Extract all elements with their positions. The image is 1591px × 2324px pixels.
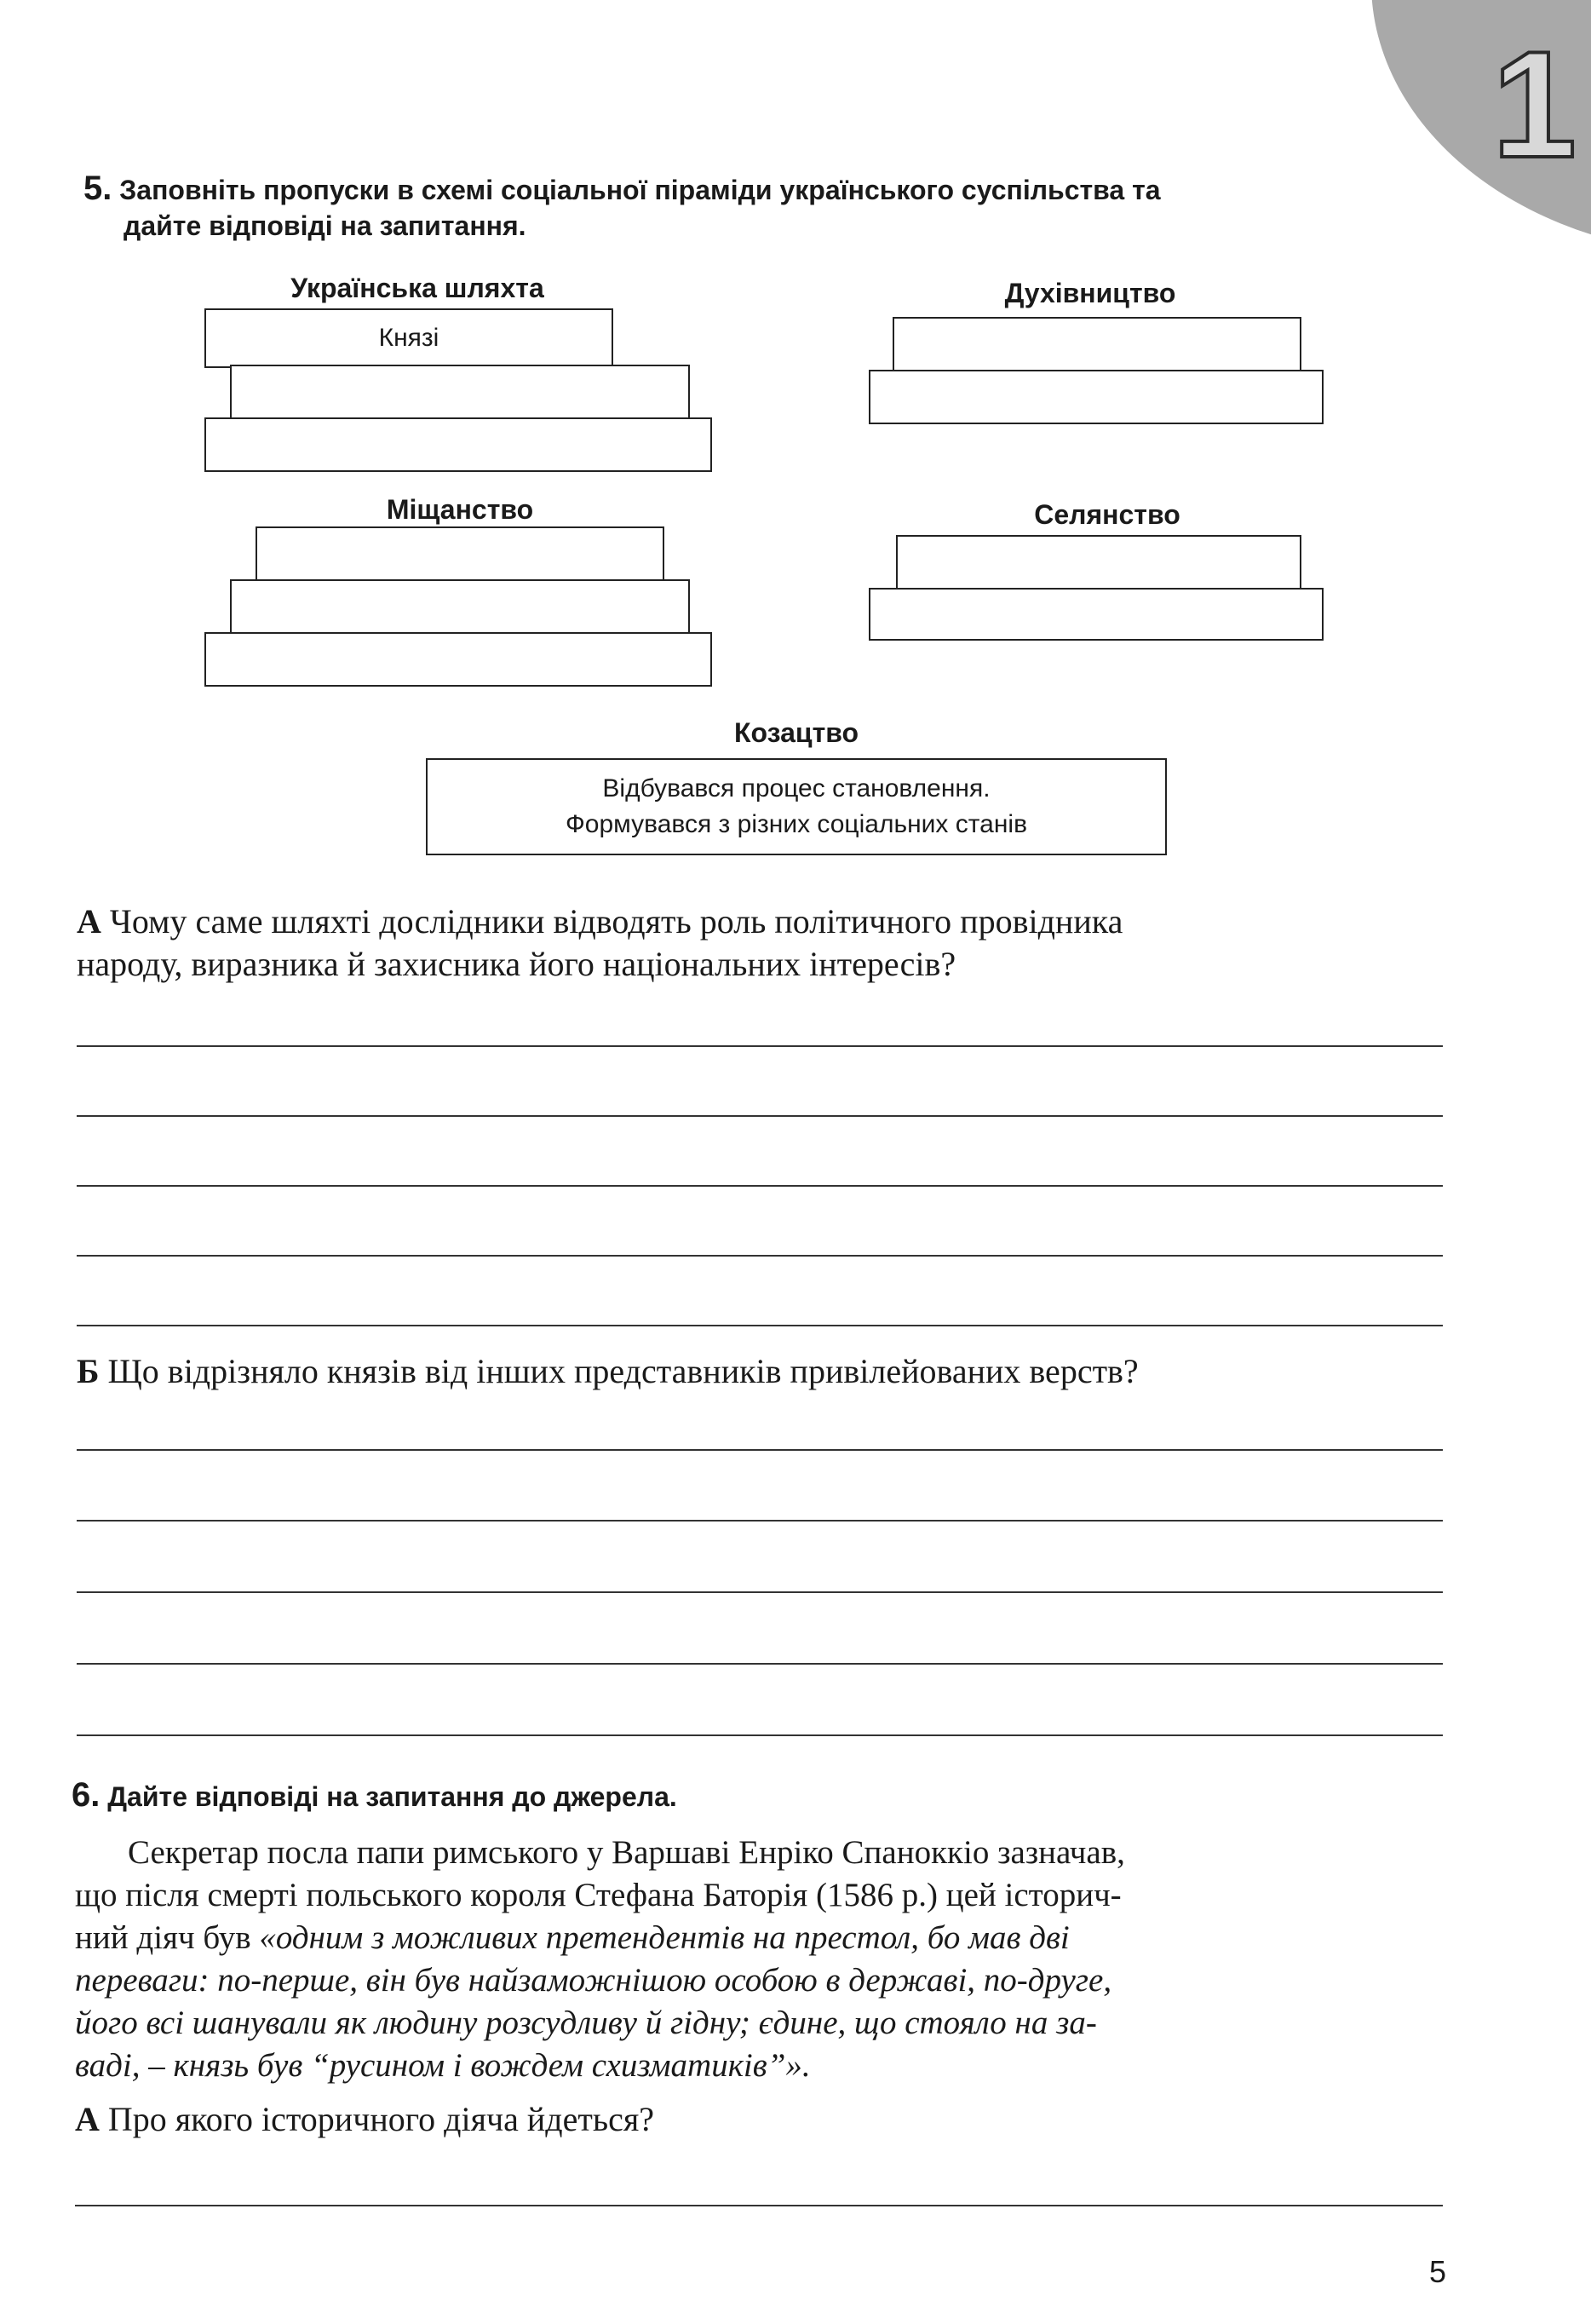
task6-question-a-letter: А bbox=[75, 2100, 100, 2138]
cossacks-line1: Відбувався процес становлення. bbox=[602, 774, 991, 802]
pyramid-shlyakhta-top bbox=[204, 308, 613, 368]
answer-line[interactable] bbox=[77, 1325, 1443, 1326]
pyramid-shlyakhta-bottom bbox=[204, 417, 712, 472]
source-line3 bbox=[75, 1917, 1439, 1959]
answer-line[interactable] bbox=[77, 1255, 1443, 1257]
source-line3-quote: «одним з можливих претендентів на престол, бо мав дві bbox=[259, 1919, 1070, 1956]
task6-heading bbox=[72, 1777, 1434, 1815]
pyramid-townsfolk-middle bbox=[230, 579, 690, 634]
answer-line[interactable] bbox=[77, 1449, 1443, 1451]
pyramid-shlyakhta-middle bbox=[230, 365, 690, 419]
task5-instruction-line2: дайте відповіді на запитання. bbox=[123, 210, 526, 241]
source-line1: Секретар посла папи римського у Варшаві Енріко Спаноккіо зазначав, bbox=[128, 1834, 1125, 1871]
task5-heading bbox=[83, 170, 1463, 208]
question-a-letter: А bbox=[77, 902, 101, 941]
pyramid-clergy-top bbox=[893, 317, 1301, 373]
chapter-number: 1 bbox=[1492, 20, 1577, 189]
pyramid-peasants-title: Селянство bbox=[1034, 499, 1180, 530]
source-line4: переваги: по-перше, він був найзаможнішою особою в державі, по-друге, bbox=[75, 1962, 1112, 1999]
source-line6: ваді, – князь був “русином і вождем схизматиків”». bbox=[75, 2047, 811, 2084]
task5-instruction-line1: Заповніть пропуски в схемі соціальної піраміди українського суспільства та bbox=[119, 175, 1161, 205]
pyramid-clergy-bottom bbox=[869, 370, 1324, 424]
cossacks-box bbox=[426, 758, 1167, 855]
source-line5: його всі шанували як людину розсудливу й гідну; єдине, що стояло на за- bbox=[75, 2005, 1097, 2041]
pyramid-townsfolk-bottom bbox=[204, 632, 712, 687]
question-b-text: Що відрізняло князів від інших представників привілейованих верств? bbox=[107, 1352, 1139, 1390]
cossacks-line2: Формувався з різних соціальних станів bbox=[565, 810, 1028, 838]
source-line2: що після смерті польського короля Стефана Баторія (1586 р.) цей історич- bbox=[75, 1877, 1122, 1913]
question-b-letter: Б bbox=[77, 1352, 100, 1390]
source-line3-plain: ний діяч був bbox=[75, 1919, 260, 1956]
task6-question-a bbox=[75, 2097, 1438, 2142]
pyramid-clergy-title: Духівництво bbox=[1004, 278, 1176, 308]
answer-line[interactable] bbox=[77, 1045, 1443, 1047]
task5-question-a-line1 bbox=[77, 900, 1448, 944]
pyramid-shlyakhta-top-text: Князі bbox=[378, 324, 439, 352]
task5-number: 5. bbox=[83, 170, 112, 207]
task6-number: 6. bbox=[72, 1776, 101, 1814]
cossacks-title: Козацтво bbox=[733, 717, 859, 748]
pyramid-peasants-top bbox=[896, 535, 1301, 591]
task6-question-a-text: Про якого історичного діяча йдеться? bbox=[107, 2100, 655, 2138]
pyramid-townsfolk-top bbox=[256, 526, 664, 583]
answer-line[interactable] bbox=[77, 1115, 1443, 1117]
task5-question-b bbox=[77, 1349, 1482, 1394]
pyramid-shlyakhta-title: Українська шляхта bbox=[290, 273, 544, 303]
answer-line[interactable] bbox=[77, 1663, 1443, 1665]
task6-instruction: Дайте відповіді на запитання до джерела. bbox=[107, 1781, 677, 1812]
answer-line[interactable] bbox=[77, 1734, 1443, 1736]
answer-line[interactable] bbox=[75, 2205, 1443, 2206]
pyramid-peasants-bottom bbox=[869, 588, 1324, 641]
page-number: 5 bbox=[1428, 2254, 1447, 2289]
answer-line[interactable] bbox=[77, 1520, 1443, 1522]
answer-line[interactable] bbox=[77, 1591, 1443, 1593]
answer-line[interactable] bbox=[77, 1185, 1443, 1187]
task5-question-a-line2: народу, виразника й захисника його національних інтересів? bbox=[77, 945, 956, 983]
question-a-text1: Чому саме шляхті дослідники відводять роль політичного провідника bbox=[109, 902, 1123, 941]
pyramid-townsfolk-title: Міщанство bbox=[386, 494, 534, 525]
